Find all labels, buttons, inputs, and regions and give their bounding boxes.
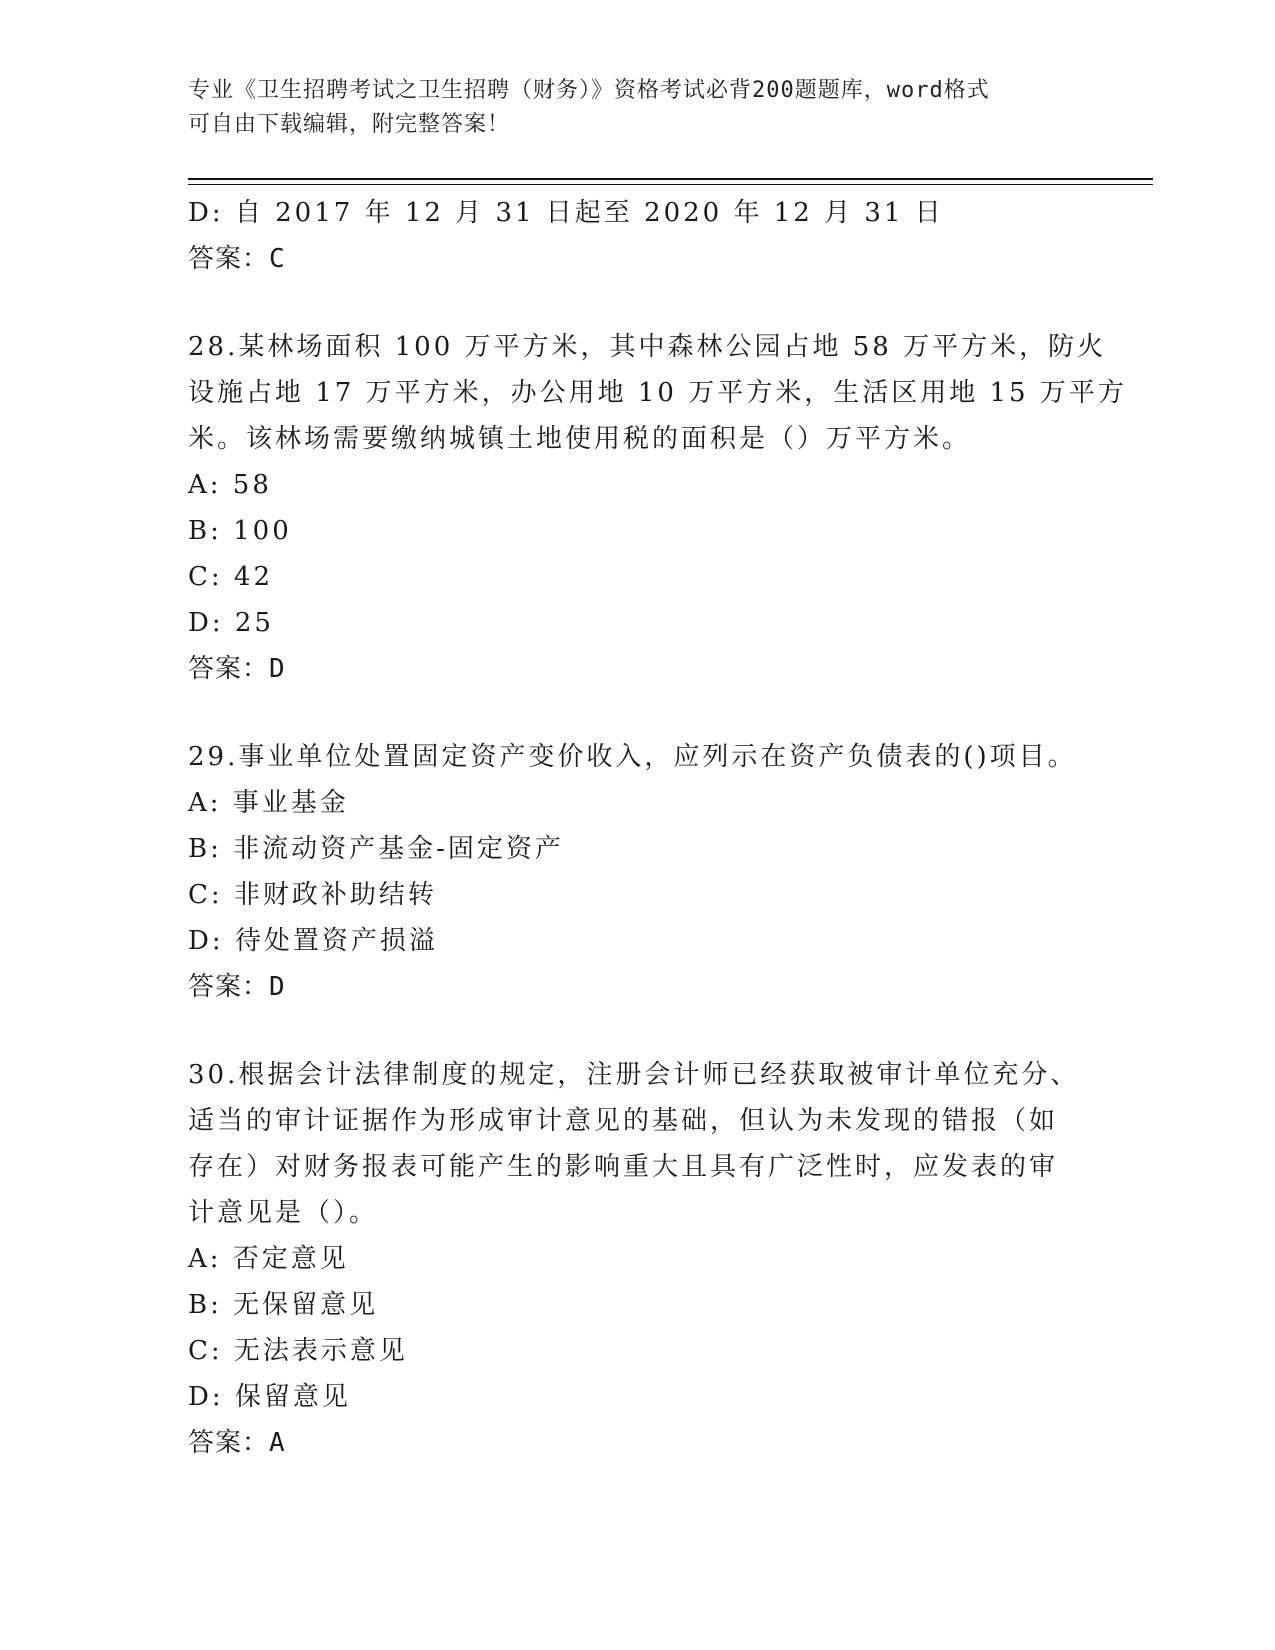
question-stem-line: 28.某林场面积 100 万平方米，其中森林公园占地 58 万平方米，防火 [188, 332, 1107, 362]
question-stem-line: 存在）对财务报表可能产生的影响重大且具有广泛性时，应发表的审 [188, 1152, 1059, 1182]
spacer [188, 1010, 1088, 1052]
answer: 答案：A [188, 1428, 286, 1458]
option-d: D: 保留意见 [188, 1382, 351, 1412]
header-divider-thin [188, 184, 1153, 185]
answer: 答案：D [188, 654, 286, 684]
document-header [188, 74, 1088, 142]
option-d: D: 25 [188, 608, 274, 638]
question-stem-line: 设施占地 17 万平方米，办公用地 10 万平方米，生活区用地 15 万平方 [188, 378, 1127, 408]
spacer [188, 692, 1088, 734]
question-29 [188, 734, 1088, 1010]
question-stem-line: 29.事业单位处置固定资产变价收入，应列示在资产负债表的()项目。 [188, 742, 1077, 772]
question-stem-line: 计意见是（）。 [188, 1198, 379, 1228]
header-line-2: 可自由下载编辑，附完整答案！ [188, 112, 511, 137]
carryover-option-d: D: 自 2017 年 12 月 31 日起至 2020 年 12 月 31 日 [188, 198, 944, 228]
question-list [188, 190, 1127, 1466]
question-30 [188, 1052, 1088, 1466]
answer: 答案：D [188, 972, 286, 1002]
option-d: D: 待处置资产损溢 [188, 926, 438, 956]
option-a: A: 否定意见 [188, 1244, 349, 1274]
header-divider-thick [188, 178, 1153, 180]
option-b: B: 无保留意见 [188, 1290, 379, 1320]
carryover-answer: 答案：C [188, 244, 286, 274]
question-stem-line: 30.根据会计法律制度的规定，注册会计师已经获取被审计单位充分、 [188, 1060, 1080, 1090]
option-a: A: 事业基金 [188, 788, 349, 818]
spacer [188, 282, 1088, 324]
option-c: C: 非财政补助结转 [188, 880, 437, 910]
question-stem-line: 米。该林场需要缴纳城镇土地使用税的面积是（）万平方米。 [188, 424, 972, 454]
option-c: C: 无法表示意见 [188, 1336, 408, 1366]
option-a: A: 58 [188, 470, 272, 500]
option-b: B: 非流动资产基金-固定资产 [188, 834, 564, 864]
question-stem-line: 适当的审计证据作为形成审计意见的基础，但认为未发现的错报（如 [188, 1106, 1059, 1136]
question-28 [188, 324, 1127, 692]
option-c: C: 42 [188, 562, 274, 592]
option-b: B: 100 [188, 516, 292, 546]
header-line-1: 专业《卫生招聘考试之卫生招聘（财务）》资格考试必背200题题库，word格式 [188, 78, 990, 103]
